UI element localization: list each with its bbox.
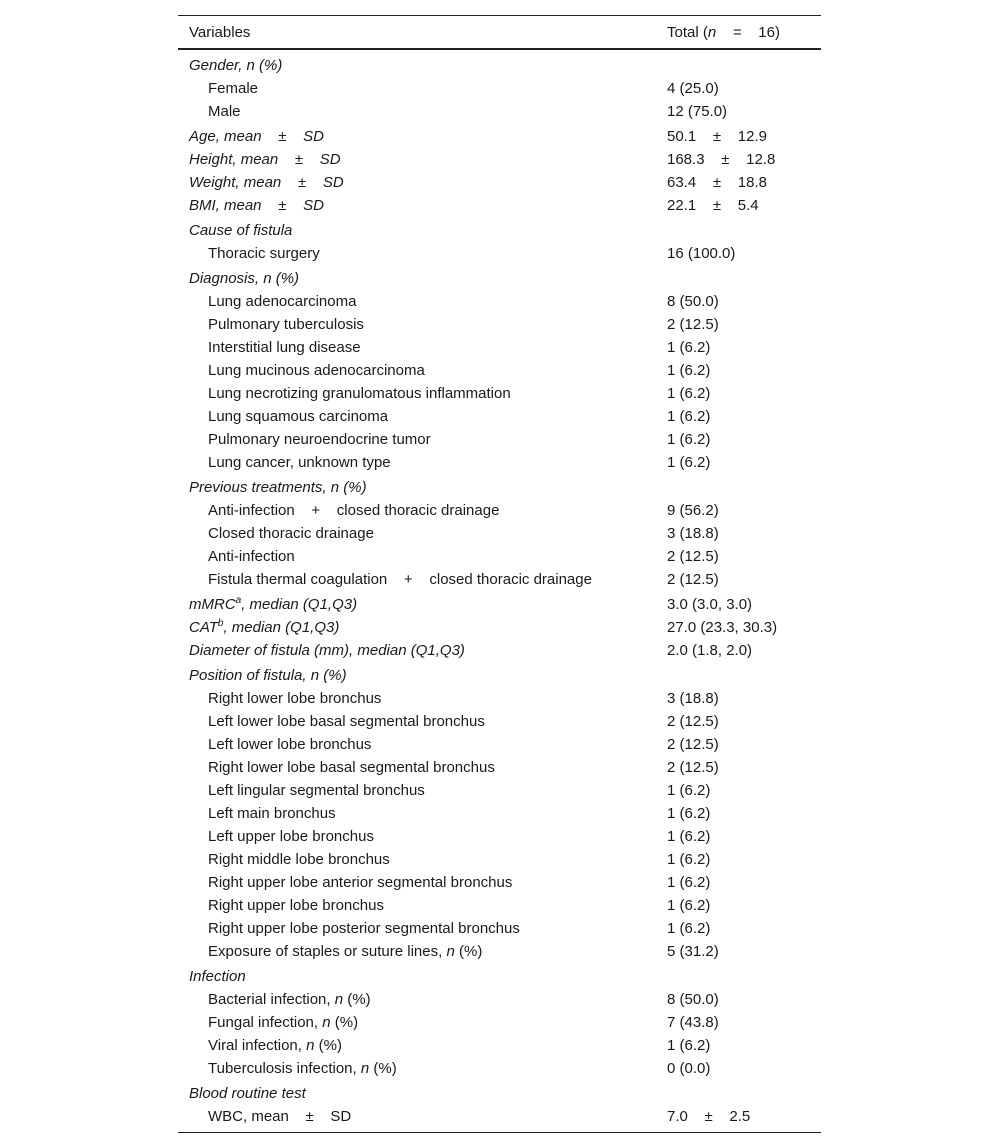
row-value: 9 (56.2) [667, 502, 719, 519]
row-value: 1 (6.2) [667, 805, 711, 822]
row-value: 8 (50.0) [667, 991, 719, 1008]
table-row [178, 242, 821, 265]
row-label: Male [208, 103, 241, 120]
table-row [178, 756, 821, 779]
row-label: Lung necrotizing granulomatous inflammation [208, 385, 511, 402]
group-label: Diagnosis, n (%) [189, 270, 300, 287]
table-row [178, 522, 821, 545]
header-variables: Variables [178, 16, 667, 50]
row-value: 22.1 ± 5.4 [667, 197, 759, 214]
table-row [178, 779, 821, 802]
row-label: BMI, mean ± SD [189, 197, 324, 214]
table-row [178, 382, 821, 405]
row-value: 8 (50.0) [667, 293, 719, 310]
group-label: Previous treatments, n (%) [189, 479, 367, 496]
row-label: Fistula thermal coagulation + closed thoracic drainage [208, 571, 592, 588]
row-value: 1 (6.2) [667, 828, 711, 845]
table-row [178, 591, 821, 616]
row-label: Right lower lobe bronchus [208, 690, 382, 707]
row-value: 2 (12.5) [667, 571, 719, 588]
row-label: Diameter of fistula (mm), median (Q1,Q3) [189, 642, 465, 659]
row-value: 1 (6.2) [667, 1037, 711, 1054]
row-label: Height, mean ± SD [189, 151, 341, 168]
table-row [178, 988, 821, 1011]
table-row [178, 545, 821, 568]
table-row [178, 77, 821, 100]
table-row [178, 148, 821, 171]
row-label: Left upper lobe bronchus [208, 828, 374, 845]
row-value: 168.3 ± 12.8 [667, 151, 776, 168]
row-value: 1 (6.2) [667, 385, 711, 402]
table-row [178, 499, 821, 522]
table-row [178, 802, 821, 825]
row-value: 2.0 (1.8, 2.0) [667, 642, 753, 659]
table-row [178, 1105, 821, 1133]
group-label: Gender, n (%) [189, 57, 283, 74]
row-label: Right upper lobe anterior segmental bronchus [208, 874, 513, 891]
row-value: 2 (12.5) [667, 316, 719, 333]
row-value: 2 (12.5) [667, 759, 719, 776]
row-label: Left main bronchus [208, 805, 336, 822]
row-label: Female [208, 80, 259, 97]
table-row [178, 194, 821, 217]
table-row [178, 359, 821, 382]
row-label: Thoracic surgery [208, 245, 320, 262]
row-value: 2 (12.5) [667, 713, 719, 730]
row-value: 27.0 (23.3, 30.3) [667, 619, 778, 636]
characteristics-table-container [178, 15, 821, 1133]
row-value: 1 (6.2) [667, 897, 711, 914]
row-value: 4 (25.0) [667, 80, 719, 97]
row-label: Right upper lobe bronchus [208, 897, 384, 914]
row-value: 3 (18.8) [667, 690, 719, 707]
row-label: Fungal infection, n (%) [208, 1014, 359, 1031]
row-value: 50.1 ± 12.9 [667, 128, 767, 145]
group-row-previous-treatments [178, 474, 821, 499]
row-value: 7.0 ± 2.5 [667, 1108, 751, 1125]
table-row [178, 428, 821, 451]
row-label: Right lower lobe basal segmental bronchus [208, 759, 495, 776]
table-row [178, 171, 821, 194]
row-value: 3 (18.8) [667, 525, 719, 542]
row-label: Weight, mean ± SD [189, 174, 344, 191]
row-label: mMRC$^a$, median (Q1,Q3) [189, 595, 358, 613]
row-value: 1 (6.2) [667, 362, 711, 379]
row-value: 0 (0.0) [667, 1060, 711, 1077]
table-row [178, 1011, 821, 1034]
group-row-infection [178, 963, 821, 988]
table-row [178, 405, 821, 428]
group-label: Blood routine test [189, 1085, 306, 1102]
group-label: Position of fistula, n (%) [189, 667, 347, 684]
row-label: Closed thoracic drainage [208, 525, 374, 542]
row-label: Anti-infection [208, 548, 295, 565]
table-header-row [178, 16, 821, 50]
row-value: 1 (6.2) [667, 782, 711, 799]
row-value: 1 (6.2) [667, 851, 711, 868]
row-label: Lung squamous carcinoma [208, 408, 389, 425]
group-label: Infection [189, 968, 246, 985]
row-value: 1 (6.2) [667, 431, 711, 448]
table-row [178, 568, 821, 591]
table-row [178, 313, 821, 336]
table-row [178, 917, 821, 940]
row-value: 1 (6.2) [667, 920, 711, 937]
table-row [178, 733, 821, 756]
header-total: Total (n = 16) [667, 16, 821, 50]
table-row [178, 290, 821, 313]
table-row [178, 616, 821, 639]
row-value: 7 (43.8) [667, 1014, 719, 1031]
row-value: 1 (6.2) [667, 408, 711, 425]
row-value: 1 (6.2) [667, 454, 711, 471]
table-row [178, 894, 821, 917]
group-row-cause [178, 217, 821, 242]
group-row-blood [178, 1080, 821, 1105]
row-value: 2 (12.5) [667, 736, 719, 753]
row-value: 1 (6.2) [667, 339, 711, 356]
characteristics-table [178, 15, 821, 1133]
group-row-diagnosis [178, 265, 821, 290]
table-row [178, 848, 821, 871]
table-row [178, 336, 821, 359]
table-row [178, 639, 821, 662]
row-value: 1 (6.2) [667, 874, 711, 891]
group-label: Cause of fistula [189, 222, 293, 239]
row-value: 12 (75.0) [667, 103, 728, 120]
row-value: 16 (100.0) [667, 245, 736, 262]
row-label: Tuberculosis infection, n (%) [208, 1060, 397, 1077]
row-label: Age, mean ± SD [189, 128, 324, 145]
row-value: 5 (31.2) [667, 943, 719, 960]
row-label: Left lingular segmental bronchus [208, 782, 425, 799]
table-row [178, 451, 821, 474]
group-row-gender [178, 49, 821, 77]
row-label: Viral infection, n (%) [208, 1037, 342, 1054]
row-label: Pulmonary neuroendocrine tumor [208, 431, 431, 448]
row-label: Interstitial lung disease [208, 339, 361, 356]
table-row [178, 123, 821, 148]
table-row [178, 687, 821, 710]
row-value: 2 (12.5) [667, 548, 719, 565]
row-label: WBC, mean ± SD [208, 1108, 352, 1125]
table-row [178, 1034, 821, 1057]
group-row-position [178, 662, 821, 687]
row-label: Right middle lobe bronchus [208, 851, 390, 868]
table-row [178, 710, 821, 733]
row-label: Exposure of staples or suture lines, n (%) [208, 943, 483, 960]
table-row [178, 940, 821, 963]
row-label: Lung cancer, unknown type [208, 454, 391, 471]
row-label: Bacterial infection, n (%) [208, 991, 371, 1008]
row-label: Left lower lobe bronchus [208, 736, 372, 753]
row-label: Anti-infection + closed thoracic drainage [208, 502, 500, 519]
table-row [178, 825, 821, 848]
row-label: Pulmonary tuberculosis [208, 316, 364, 333]
row-label: Left lower lobe basal segmental bronchus [208, 713, 485, 730]
row-value: 3.0 (3.0, 3.0) [667, 596, 753, 613]
row-label: Lung mucinous adenocarcinoma [208, 362, 425, 379]
table-row [178, 1057, 821, 1080]
row-label: Right upper lobe posterior segmental bronchus [208, 920, 520, 937]
row-label: Lung adenocarcinoma [208, 293, 357, 310]
table-row [178, 100, 821, 123]
table-row [178, 871, 821, 894]
row-value: 63.4 ± 18.8 [667, 174, 767, 191]
row-label: CAT$^b$, median (Q1,Q3) [189, 618, 340, 636]
